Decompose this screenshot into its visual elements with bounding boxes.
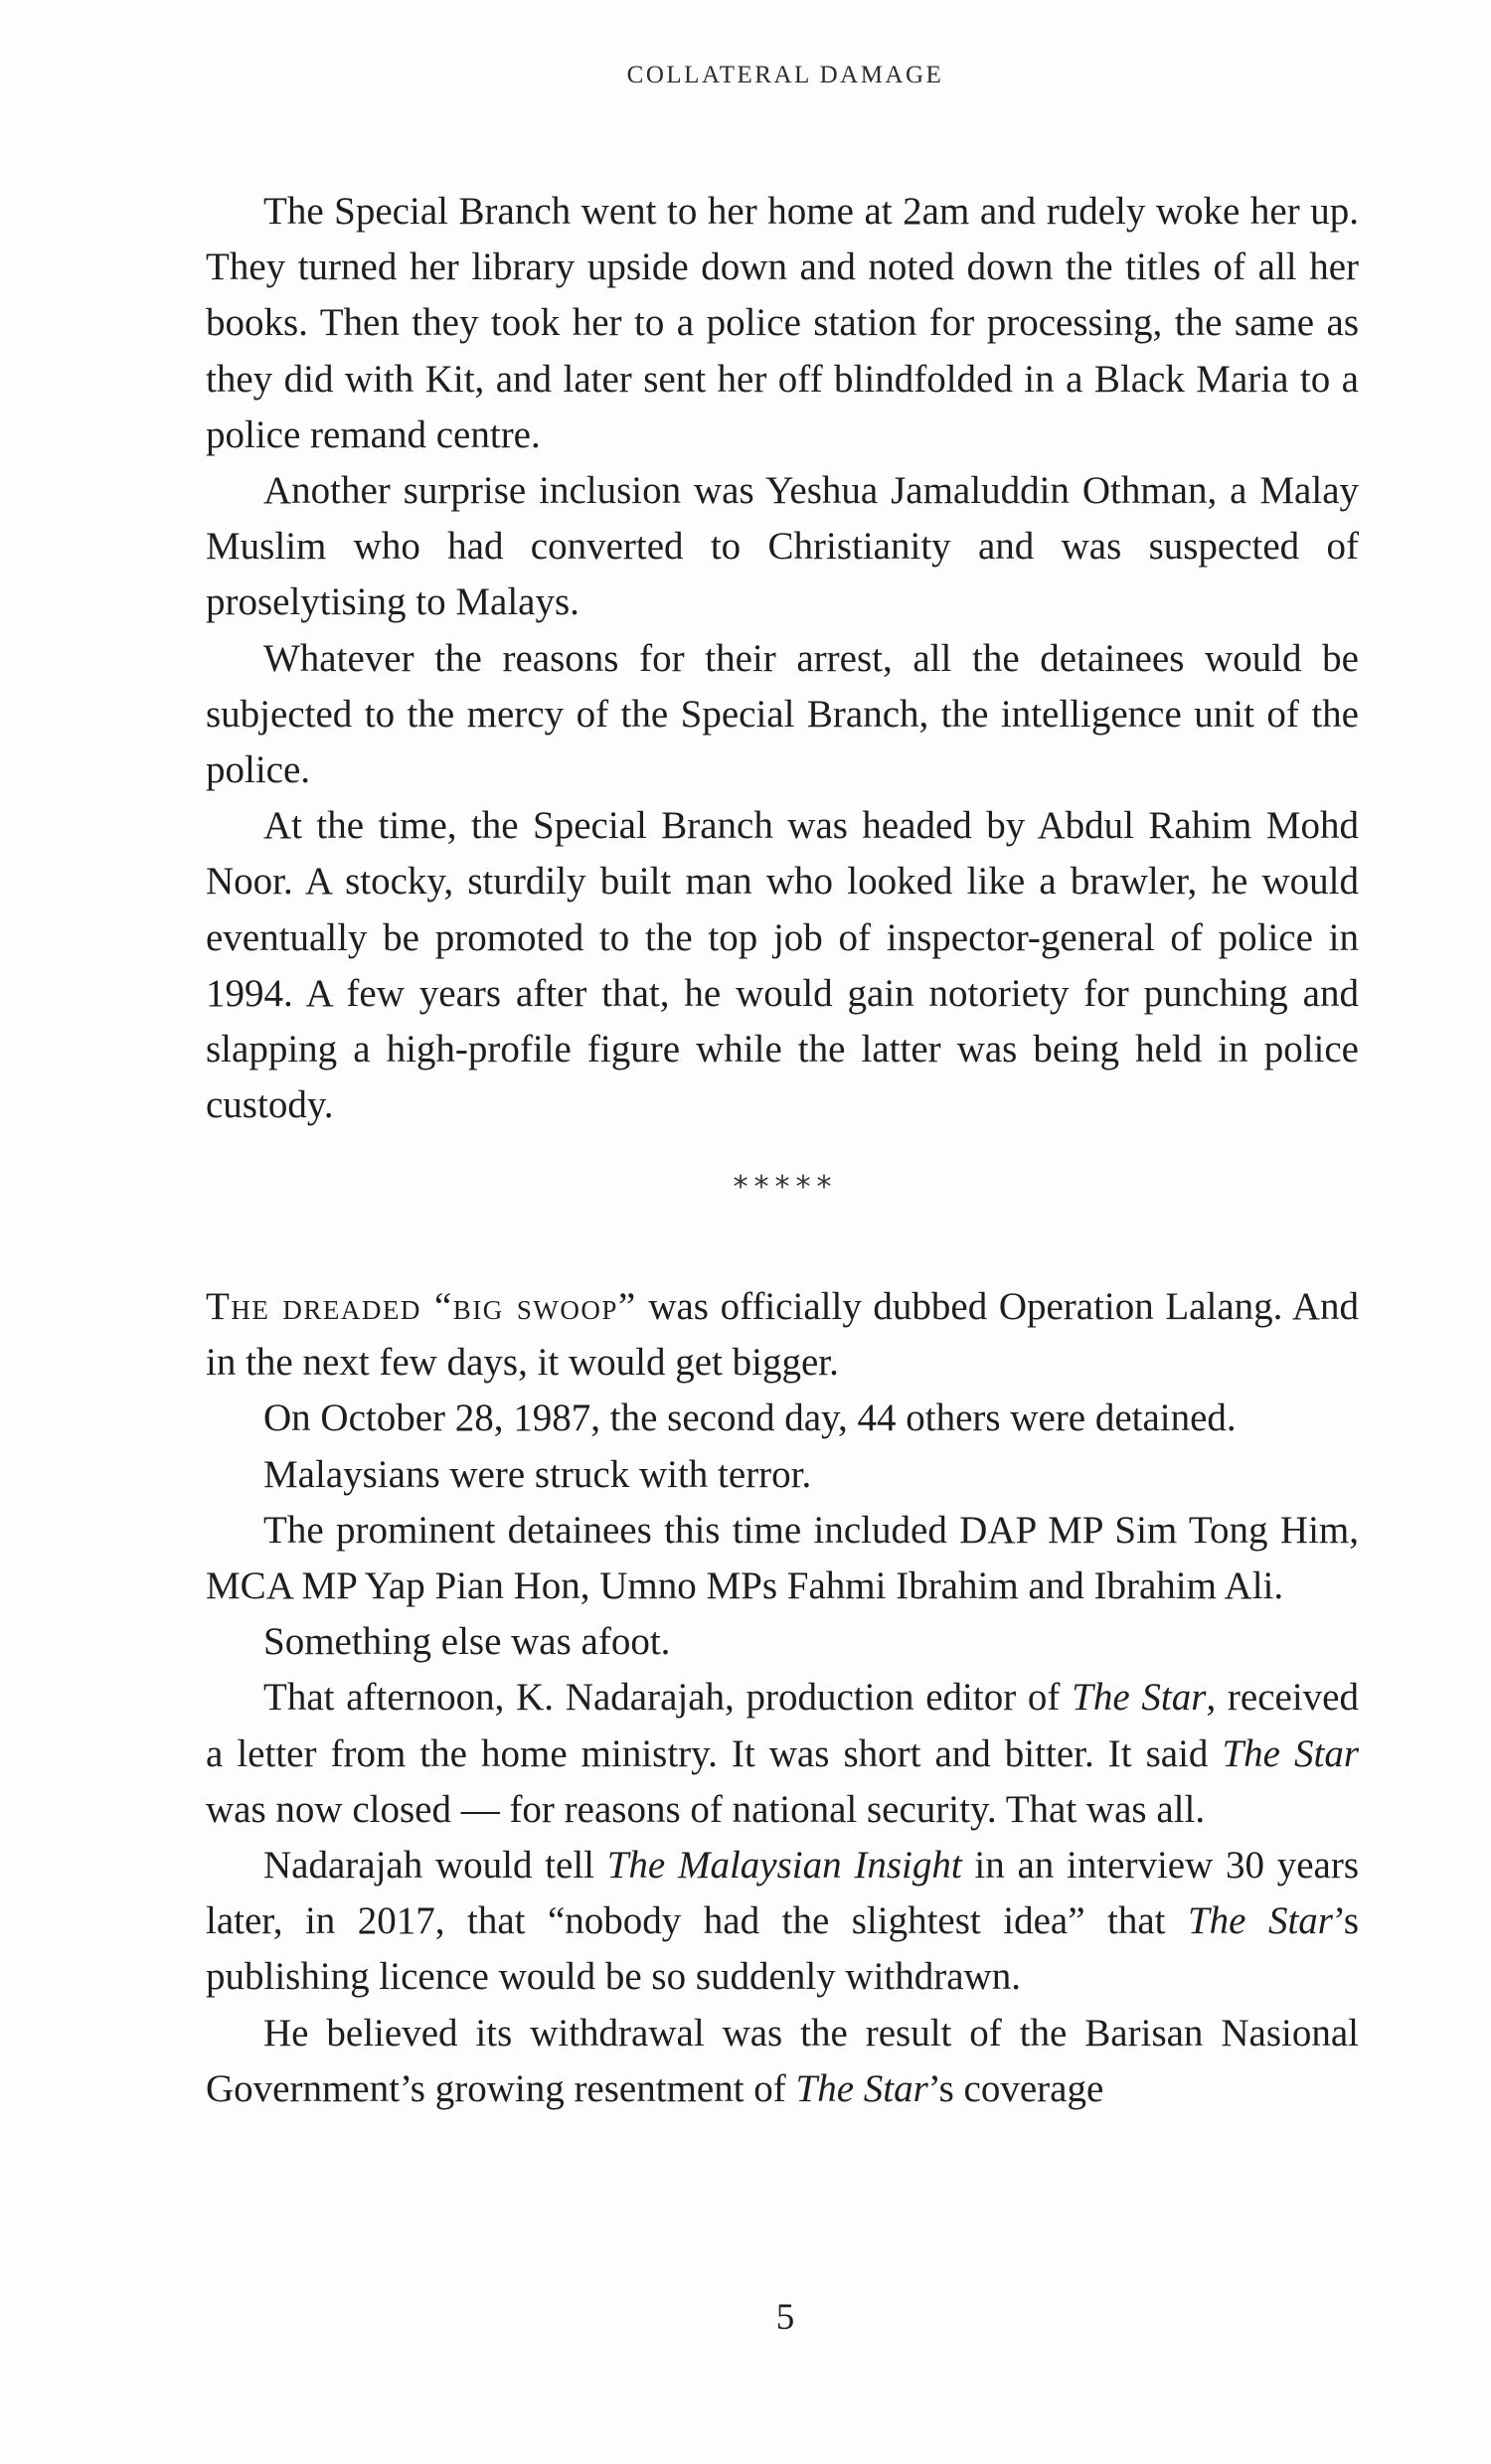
publication-title: The Star (795, 2066, 928, 2110)
scene-break: ***** (733, 1170, 838, 1205)
publication-title: The Star (1072, 1676, 1207, 1720)
publication-title: The Malaysian Insight (606, 1844, 962, 1888)
paragraph: The Special Branch went to her home at 2am and rudely woke her up. They turned her library upside down and noted down the titles of all her books. Then they took her to a police station for processing, the same as they did with Kit, and later sent her off blindfolded in a Black Maria to a police remand centre. (206, 190, 1359, 456)
page-number: 5 (775, 2297, 795, 2338)
paragraph: Something else was afoot. (263, 1620, 671, 1664)
running-title: COLLATERAL DAMAGE (626, 62, 944, 88)
paragraph (206, 1670, 1359, 1838)
paragraph (206, 1838, 1359, 2006)
paragraph-text: That afternoon, K. Nadarajah, production editor of (263, 1676, 1073, 1720)
paragraph (206, 2006, 1359, 2117)
paragraph: On October 28, 1987, the second day, 44 others were detained. (263, 1396, 1237, 1440)
paragraph-text: was now closed — for reasons of national security. That was all. (206, 1787, 1206, 1831)
smallcaps-lead: The dreaded “big swoop” (206, 1285, 637, 1328)
paragraph-text: ’s publishing licence would be so suddenly withdrawn. (206, 1899, 1359, 1999)
paragraph-text: in an interview 30 years later, in 2017, that “nobody had the slightest idea” that (206, 1844, 1360, 1943)
body-text-section-2 (206, 1279, 1359, 2117)
paragraph-text: , received a letter from the home ministry. It was short and bitter. It said (206, 1676, 1359, 1775)
publication-title: The Star (1187, 1899, 1333, 1943)
paragraph: At the time, the Special Branch was headed by Abdul Rahim Mohd Noor. A stocky, sturdily built man who looked like a brawler, he would eventually be promoted to the top job of inspector-general of police in 1994. A few years after that, he would gain notoriety for punching and slapping a high-profile figure while the latter was being held in police custody. (206, 804, 1359, 1127)
paragraph: Whatever the reasons for their arrest, all the detainees would be subjected to the mercy of the Special Branch, the intelligence unit of the police. (206, 636, 1359, 792)
publication-title: The Star (1222, 1731, 1359, 1775)
paragraph (206, 1279, 1359, 1391)
paragraph-text: ’s coverage (927, 2066, 1104, 2110)
paragraph: Another surprise inclusion was Yeshua Jamaluddin Othman, a Malay Muslim who had converted to Christianity and was suspected of proselytising to Malays. (206, 469, 1359, 624)
paragraph: Malaysians were struck with terror. (263, 1452, 812, 1496)
paragraph-text: Nadarajah would tell (263, 1844, 607, 1888)
paragraph: The prominent detainees this time included DAP MP Sim Tong Him, MCA MP Yap Pian Hon, Umno MPs Fahmi Ibrahim and Ibrahim Ali. (206, 1508, 1359, 1608)
paragraph-text: was officially dubbed Operation Lalang. And in the next few days, it would get bigger. (206, 1285, 1359, 1385)
body-text-section-1 (206, 184, 1359, 1133)
paragraph-text: He believed its withdrawal was the result of the Barisan Nasional Government’s growing resentment of (206, 2011, 1359, 2110)
